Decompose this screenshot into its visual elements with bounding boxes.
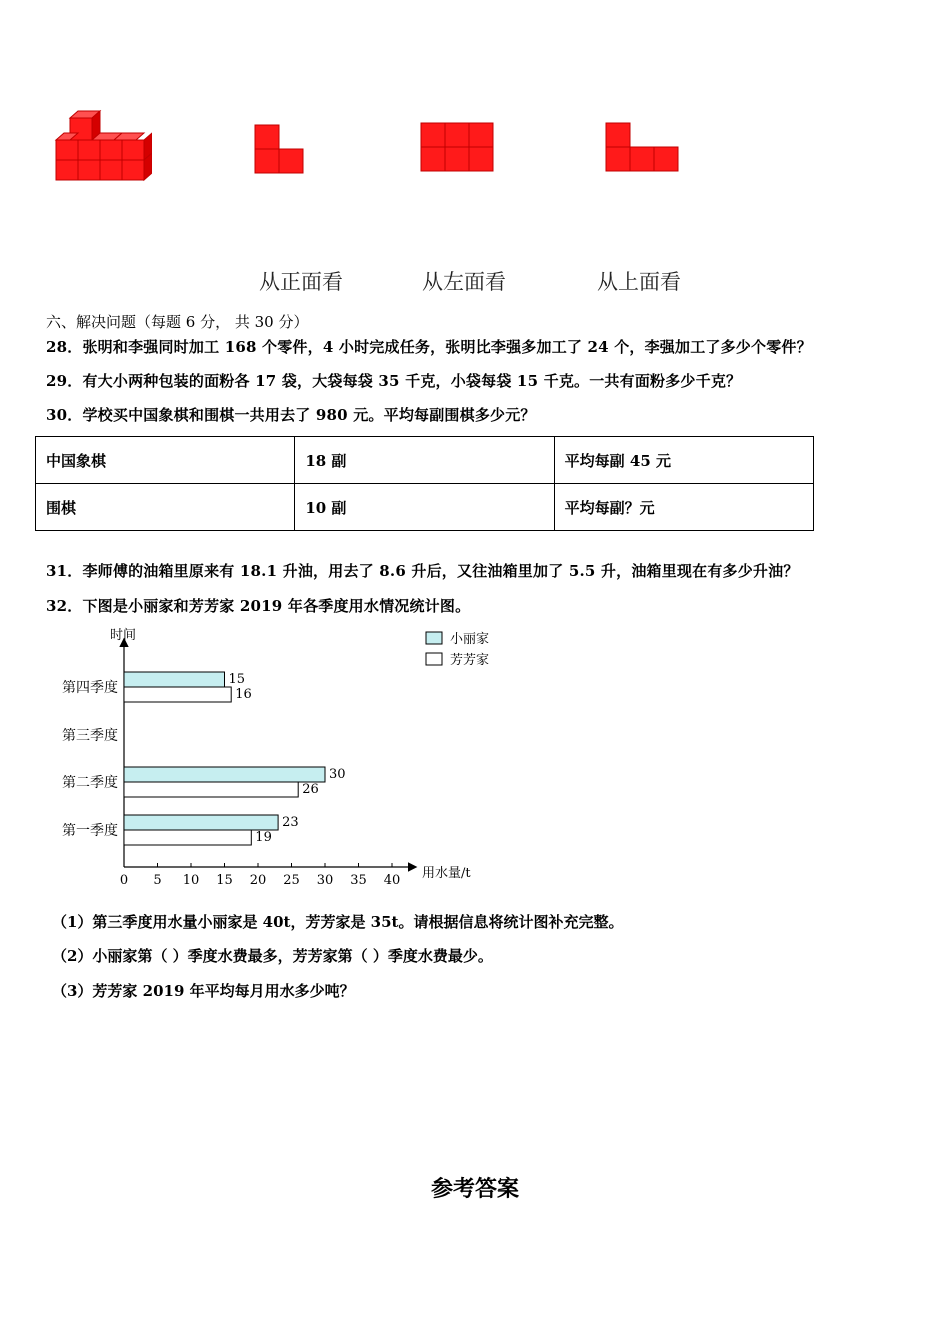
data-label: 23: [282, 815, 299, 830]
chess-price-table: [35, 436, 814, 531]
legend-swatch-xiaoli: [426, 632, 442, 644]
chart-legend: [426, 632, 489, 668]
data-label: 19: [255, 830, 272, 845]
x-tick-label: 40: [383, 873, 401, 888]
x-tick-label: 15: [216, 873, 233, 888]
table-cell: 平均每副 45 元: [554, 437, 813, 484]
left-view-label: 从左面看: [422, 270, 506, 294]
category-label: 第四季度: [62, 680, 118, 696]
bar-xiaoli: [124, 815, 278, 830]
subquestion-2: （2）小丽家第（ ）季度水费最多，芳芳家第（ ）季度水费最少。: [52, 947, 493, 965]
front-view-label: 从正面看: [259, 270, 343, 294]
subquestion-1: （1）第三季度用水量小丽家是 40t，芳芳家是 35t。请根据信息将统计图补充完整。: [52, 913, 624, 931]
x-tick-label: 25: [283, 873, 300, 888]
x-tick-label: 10: [182, 873, 200, 888]
legend-swatch-fangfang: [426, 653, 442, 665]
data-label: 15: [228, 672, 246, 687]
bar-xiaoli: [124, 767, 325, 782]
top-view-label: 从上面看: [597, 270, 681, 294]
data-label: 16: [235, 687, 252, 702]
bar-fangfang: [124, 830, 251, 845]
category-label: 第三季度: [62, 728, 118, 744]
subquestion-3: （3）芳芳家 2019 年平均每月用水多少吨？: [52, 982, 355, 1000]
table-row: [36, 484, 814, 531]
question-31: 31．李师傅的油箱里原来有 18.1 升油，用去了 8.6 升后，又往油箱里加了 5.5 升，油箱里现在有多少升油？: [46, 562, 799, 580]
table-cell: 平均每副？元: [554, 484, 813, 531]
x-tick-label: 20: [249, 873, 267, 888]
bar-fangfang: [124, 687, 231, 702]
x-tick-label: 35: [350, 873, 367, 888]
legend-label-xiaoli: 小丽家: [450, 632, 490, 647]
section-title: 六、解决问题（每题 6 分， 共 30 分）: [46, 313, 309, 331]
reference-answer-title: 参考答案: [430, 1177, 519, 1202]
legend-label-fangfang: 芳芳家: [450, 653, 490, 668]
question-29: 29．有大小两种包装的面粉各 17 袋，大袋每袋 35 千克，小袋每袋 15 千克。一共有面粉多少千克？: [46, 372, 742, 390]
x-axis-title: 用水量/t: [422, 866, 471, 881]
cube-stack-figure: [52, 108, 152, 184]
table-cell: 围棋: [36, 484, 295, 531]
bar-fangfang: [124, 782, 298, 797]
x-tick-label: 5: [153, 873, 162, 888]
question-28: 28．张明和李强同时加工 168 个零件，4 小时完成任务，张明比李强多加工了 24 个，李强加工了多少个零件？: [46, 338, 812, 356]
category-label: 第二季度: [62, 775, 118, 791]
bar-xiaoli: [124, 672, 225, 687]
left-view-figure: [420, 122, 496, 174]
data-label: 26: [302, 782, 319, 797]
x-tick-label: 30: [316, 873, 334, 888]
category-label: 第一季度: [62, 823, 118, 839]
data-label: 30: [329, 767, 346, 782]
x-tick-label: 0: [119, 873, 129, 888]
table-row: [36, 437, 814, 484]
table-cell: 18 副: [295, 437, 554, 484]
question-32: 32．下图是小丽家和芳芳家 2019 年各季度用水情况统计图。: [46, 597, 471, 615]
table-cell: 中国象棋: [36, 437, 295, 484]
y-axis-title: 时间: [110, 628, 137, 643]
top-view-figure: [605, 122, 681, 174]
water-usage-chart: [40, 622, 510, 897]
question-30: 30．学校买中国象棋和围棋一共用去了 980 元。平均每副围棋多少元？: [46, 406, 536, 424]
front-view-figure: [254, 124, 306, 176]
table-cell: 10 副: [295, 484, 554, 531]
